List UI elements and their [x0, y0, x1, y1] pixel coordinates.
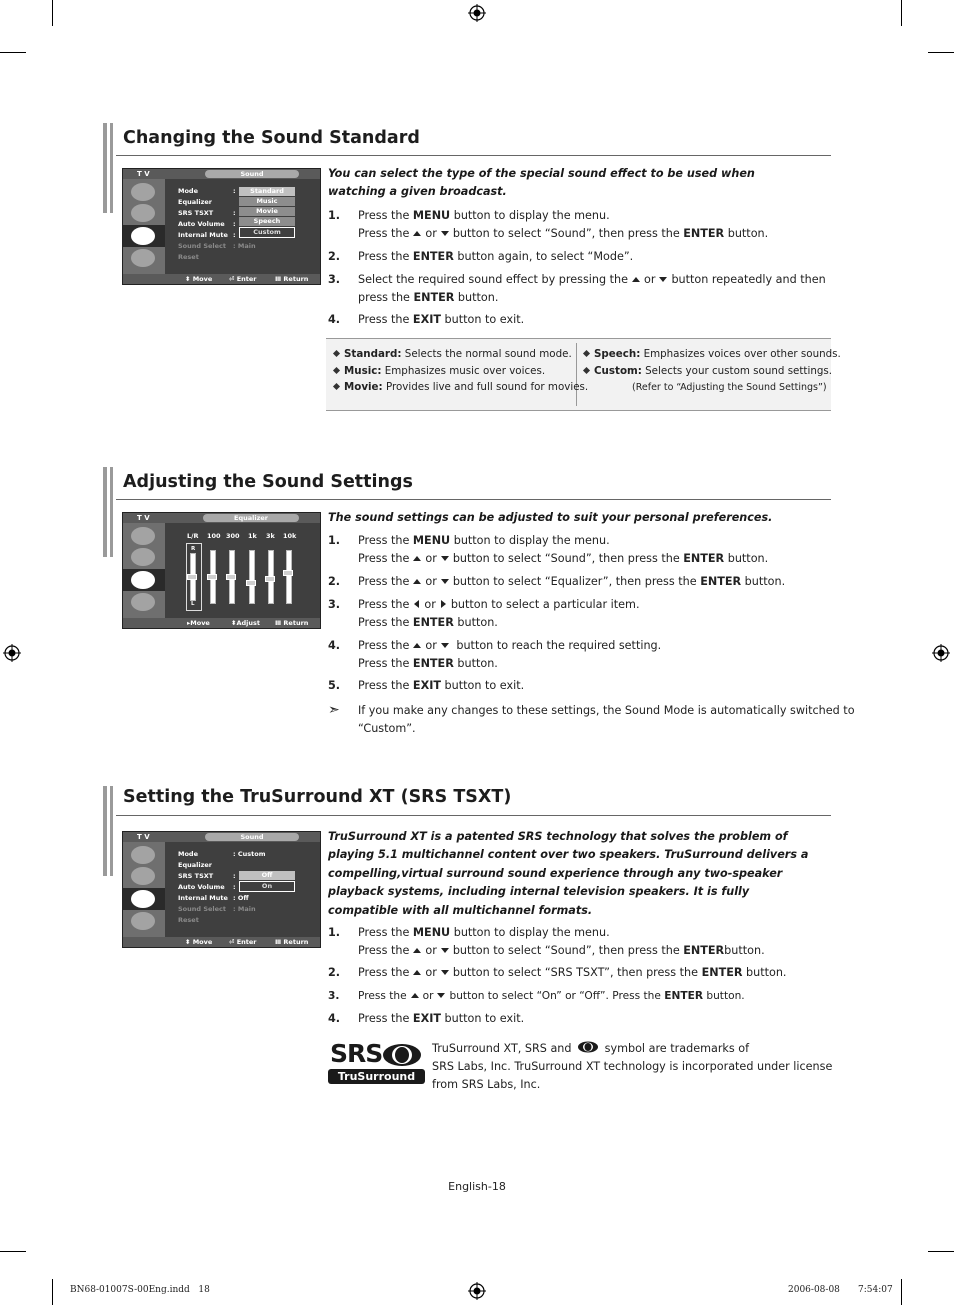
tv-label: T V	[137, 514, 150, 522]
menu-item-auto-volume: Auto Volume	[178, 220, 225, 228]
sound-icon	[131, 204, 155, 222]
step: 5. Press the EXIT button to exit.	[328, 679, 525, 692]
section-marker	[103, 786, 113, 876]
up-arrow-icon	[413, 948, 421, 953]
crop-mark	[52, 1279, 53, 1305]
srs-circle-icon	[382, 1043, 422, 1067]
tv-menu-srs: T V Sound Mode Equalizer SRS TSXT Auto Volume Internal Mute Sound Select Reset : Custom : : : Off : Main Off On ⬍ Move ⏎ Enter Ⅲ Return	[122, 831, 321, 948]
option-custom: Custom	[239, 227, 295, 238]
crop-mark	[901, 1279, 902, 1305]
option-on: On	[239, 881, 295, 892]
table-row: Speech: Emphasizes voices over other sounds.	[582, 346, 841, 363]
setup-icon	[131, 593, 155, 611]
sound-icon	[131, 548, 155, 566]
up-arrow-icon	[413, 579, 421, 584]
down-arrow-icon	[441, 231, 449, 236]
down-arrow-icon	[441, 556, 449, 561]
registration-mark-icon	[932, 644, 950, 662]
crop-mark	[901, 0, 902, 26]
eq-slider	[286, 550, 292, 604]
eq-band-label: 300	[226, 532, 240, 540]
menu-item-mode: Mode	[178, 850, 198, 858]
note: ➣ If you make any changes to these settings, the Sound Mode is automatically switched to “Custom”.	[328, 702, 855, 735]
table-row: Custom: Selects your custom sound settings.	[582, 363, 841, 380]
table-row: Music: Emphasizes music over voices.	[332, 363, 588, 380]
menu-item-internal-mute: Internal Mute	[178, 894, 228, 902]
step: 4. Press the or button to reach the required setting. Press the ENTER button.	[328, 639, 662, 670]
option-off: Off	[239, 871, 295, 880]
srs-symbol-icon	[577, 1041, 599, 1053]
step: 4. Press the EXIT button to exit.	[328, 313, 525, 326]
tv-label: T V	[137, 833, 150, 841]
tv-label: T V	[137, 170, 150, 178]
right-arrow-icon	[441, 600, 446, 608]
down-arrow-icon	[441, 948, 449, 953]
channel-icon	[131, 890, 155, 908]
up-arrow-icon	[411, 993, 419, 998]
crop-mark	[52, 0, 53, 26]
table-row: Movie: Provides live and full sound for movies.	[332, 379, 588, 396]
step: 4. Press the EXIT button to exit.	[328, 1012, 525, 1025]
section-rule	[116, 155, 831, 156]
table-row: Standard: Selects the normal sound mode.	[332, 346, 588, 363]
file-name: BN68-01007S-00Eng.indd 18	[70, 1285, 210, 1295]
menu-item-srs: SRS TSXT	[178, 872, 214, 880]
menu-title: Equalizer	[203, 514, 299, 522]
section-title: Changing the Sound Standard	[123, 128, 420, 148]
step: 3. Press the or button to select a particular item. Press the ENTER button.	[328, 598, 640, 629]
channel-icon	[131, 227, 155, 245]
section-title: Adjusting the Sound Settings	[123, 472, 413, 492]
tv-menu-equalizer: T V Equalizer L/R 100 300 1k 3k 10k R L ▸Move ⬍Adjust Ⅲ Return	[122, 512, 321, 629]
menu-item-reset: Reset	[178, 916, 199, 924]
channel-icon	[131, 571, 155, 589]
menu-item-sound-select: Sound Select	[178, 242, 227, 250]
tv-menu-sound: T V Sound Mode Equalizer SRS TSXT Auto Volume Internal Mute Sound Select Reset : : : : : Main Standard Music Movie Speech Custom ⬍ Move ⏎ Enter Ⅲ Return	[122, 168, 321, 285]
setup-icon	[131, 912, 155, 930]
picture-icon	[131, 846, 155, 864]
crop-mark	[0, 1251, 26, 1252]
step: 2. Press the or button to select “SRS TSXT”, then press the ENTER button.	[328, 966, 787, 979]
menu-item-mode: Mode	[178, 187, 198, 195]
option-standard: Standard	[239, 187, 295, 196]
down-arrow-icon	[441, 643, 449, 648]
menu-item-reset: Reset	[178, 253, 199, 261]
srs-trusurround-logo: SRS TruSurround XT	[328, 1040, 425, 1086]
crop-mark	[928, 52, 954, 53]
up-arrow-icon	[413, 231, 421, 236]
mode-options-table	[326, 338, 841, 411]
menu-item-auto-volume: Auto Volume	[178, 883, 225, 891]
down-arrow-icon	[659, 277, 667, 282]
option-movie: Movie	[239, 207, 295, 216]
section-title: Setting the TruSurround XT (SRS TSXT)	[123, 787, 512, 807]
intro-text: The sound settings can be adjusted to suit your personal preferences.	[328, 511, 773, 524]
setup-icon	[131, 249, 155, 267]
option-music: Music	[239, 197, 295, 206]
print-time: 7:54:07	[858, 1285, 893, 1295]
step: 3. Select the required sound effect by pressing the or button repeatedly and then press the ENTER button.	[328, 273, 826, 304]
eq-slider	[249, 550, 255, 604]
sound-icon	[131, 867, 155, 885]
menu-item-equalizer: Equalizer	[178, 198, 212, 206]
registration-mark-icon	[3, 644, 21, 662]
menu-item-internal-mute: Internal Mute	[178, 231, 228, 239]
step: 1. Press the MENU button to display the menu. Press the or button to select “Sound”, then press the ENTER button.	[328, 209, 769, 240]
picture-icon	[131, 527, 155, 545]
table-note: (Refer to “Adjusting the Sound Settings”)	[632, 382, 827, 393]
left-arrow-icon	[414, 600, 419, 608]
step: 1. Press the MENU button to display the menu. Press the or button to select “Sound”, then press the ENTERbutton.	[328, 926, 765, 957]
trademark-notice: TruSurround XT, SRS and symbol are trademarks of SRS Labs, Inc. TruSurround XT technology is incorporated under license from SRS Labs, Inc.	[432, 1042, 833, 1091]
page-number: English-18	[448, 1180, 506, 1193]
section-rule	[116, 499, 831, 500]
up-arrow-icon	[413, 556, 421, 561]
eq-band-label: 1k	[248, 532, 257, 540]
option-speech: Speech	[239, 217, 295, 226]
eq-band-label: L/R	[187, 532, 199, 540]
up-arrow-icon	[413, 970, 421, 975]
up-arrow-icon	[413, 643, 421, 648]
print-date: 2006-08-08	[788, 1285, 840, 1295]
section-marker	[103, 467, 113, 557]
registration-mark-icon	[468, 1282, 486, 1300]
menu-title: Sound	[205, 170, 299, 178]
menu-item-equalizer: Equalizer	[178, 861, 212, 869]
step: 2. Press the ENTER button again, to select “Mode”.	[328, 250, 634, 263]
picture-icon	[131, 183, 155, 201]
registration-mark-icon	[468, 4, 486, 22]
note-arrow-icon: ➣	[328, 702, 340, 718]
menu-item-srs: SRS TSXT	[178, 209, 214, 217]
down-arrow-icon	[437, 993, 445, 998]
step: 1. Press the MENU button to display the menu. Press the or button to select “Sound”, then press the ENTER button.	[328, 534, 769, 565]
section-marker	[103, 123, 113, 213]
crop-mark	[0, 52, 26, 53]
eq-band-label: 10k	[283, 532, 297, 540]
section-rule	[116, 815, 831, 816]
step: 2. Press the or button to select “Equalizer”, then press the ENTER button.	[328, 575, 786, 588]
eq-band-label: 3k	[266, 532, 275, 540]
step: 3. Press the or button to select “On” or “Off”. Press the ENTER button.	[328, 990, 745, 1002]
crop-mark	[928, 1251, 954, 1252]
down-arrow-icon	[441, 970, 449, 975]
eq-band-label: 100	[207, 532, 221, 540]
up-arrow-icon	[632, 277, 640, 282]
intro-text: TruSurround XT is a patented SRS technology that solves the problem of playing 5.1 multichannel content over two speakers. TruSurround delivers a compelling,virtual surround sound experience through any two-speaker playback systems, including internal television speakers. It is fully compatible with all multichannel formats.	[328, 830, 809, 917]
intro-text: You can select the type of the special sound effect to be used when watching a given broadcast.	[328, 167, 755, 199]
menu-item-sound-select: Sound Select	[178, 905, 227, 913]
down-arrow-icon	[441, 579, 449, 584]
menu-title: Sound	[205, 833, 299, 841]
